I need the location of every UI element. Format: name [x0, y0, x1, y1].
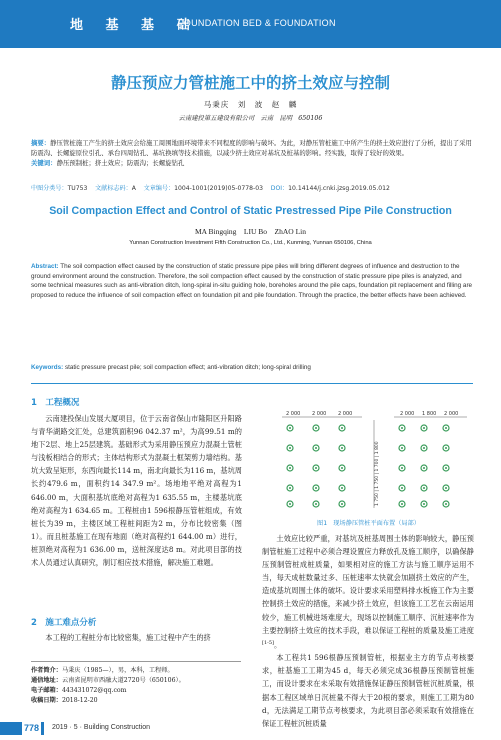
pile-marker-center	[289, 447, 291, 449]
dim-label-l3: 2 000	[338, 411, 353, 417]
pile-marker-center	[445, 427, 447, 429]
pile-marker-center	[401, 487, 403, 489]
pile-marker-center	[315, 447, 317, 449]
author-footnote	[31, 661, 241, 706]
meta-doc-code-value: A	[131, 185, 136, 192]
meta-article-no-label: 文章编号：	[143, 185, 175, 192]
abstract-en-text: The soil compaction effect caused by the construction of static pressure pipe piles will bring different degrees of influence and destruction to the ground environment around the construction. Therefore, the soil compaction effect caused by the construction of static pressure pipe piles is analyzed, and some technical measures such as anti-vibration ditch, long-spiral in-situ guiding hole, boreholes around the pile caps, foundation pit replacement and filling are proposed to reduce the influence of soil compaction effect on foundation pit and pile foundation. Through the practice, the better effects have been achieved.	[31, 263, 473, 299]
affiliation-zh: 云南建投第五建设有限公司 云南 昆明 650106	[178, 115, 323, 122]
section-1-body	[31, 412, 242, 569]
pile-marker-center	[445, 487, 447, 489]
banner-section-en: FOUNDATION BED & FOUNDATION	[178, 18, 336, 28]
meta-clc-label: 中图分类号：	[31, 185, 68, 192]
meta-clc-value: TU753	[67, 185, 88, 192]
pile-marker-center	[289, 427, 291, 429]
right-column-body	[262, 532, 474, 730]
pile-marker-center	[341, 467, 343, 469]
pile-marker-center	[289, 467, 291, 469]
section-1-paragraph: 云南建投保山发展大厦项目，位于云南省保山市隆阳区升阳路与青华湖路交汇处，总建筑面积96 042.37 m²，为高99.51 m的地下2层、地上25层建筑。基础形式为采用静压预应力混凝土管桩与浅板相结合的形式；主体结构形式为混凝土框架剪力墙结构。基坑大致呈矩形，东西向最长114 m，南北向最长为116 m，基坑周长约479.6 m，面积约14 347.9 m²。场地地平绝对高程为1 646.00 m，大面积基坑底绝对高程为1 635.55 m，主楼基坑底绝对高程为1 634.65 m。工程桩由1 596根静压管桩组成，有效桩长为39 m，主楼区域工程桩间距为2 m，分布比较密集（图1）。而且桩基施工在现有地面（绝对高程约1 644.00 m）进行，桩顶绝对高程为1 636.00 m，送桩深度达8 m。对此项目部的技术人员通过认真研究，制订相应技术措施，解决施工难题。	[31, 414, 242, 568]
pile-marker-center	[315, 427, 317, 429]
pile-marker-center	[315, 503, 317, 505]
right-paragraph-2: 本工程共1 596根静压预制管桩，根据业主方的节点考核要求，桩基施工工期为45 d，每天必须完成36根静压预制管桩施工，而设计要求在未采取有效措施保证静压预制管桩沉桩质量，根据本工程区域单日沉桩量不得大于20根的要求，则施工工期为80 d，无法满足工期节点考核要求，为此项目部必须采取有效措施在保证工程桩沉桩质量	[262, 653, 474, 728]
abstract-zh-text: 静压管桩施工产生的挤土效应会给施工周围地面环境带来不同程度的影响与破坏。为此，对静压管桩施工中所产生的挤土效应进行了分析，提出了采用防震沟、长螺旋原位引孔、承台四周钻孔、基坑换填等技术措施，以减少挤土效应对基坑及桩基的影响。经实践，取得了较好的效果。	[31, 139, 472, 158]
pile-marker-center	[315, 467, 317, 469]
keywords-en-label: Keywords:	[31, 364, 64, 371]
footnote-address	[31, 676, 241, 686]
keywords-en	[31, 364, 473, 371]
pile-marker-center	[423, 427, 425, 429]
pile-marker-center	[341, 503, 343, 505]
pile-marker-center	[423, 487, 425, 489]
keywords-en-text: static pressure precast pile; soil compaction effect; anti-vibration ditch; long-spiral drilling	[64, 364, 311, 371]
footnote-date-text: 2018-12-20	[61, 697, 98, 704]
header-banner	[0, 0, 501, 48]
pile-marker-center	[401, 427, 403, 429]
pile-marker-center	[401, 447, 403, 449]
meta-doi-value: 10.14144/j.cnki.jzsg.2019.05.012	[288, 185, 390, 192]
footnote-date	[31, 696, 241, 706]
page-footer	[0, 717, 501, 740]
right-paragraph-1-text: 土效应比较严重，对基坑及桩基周围土体的影响较大，静压预制管桩施工过程中必须合理设置应力释放孔及施工顺序，以确保静压预制管桩成桩质量，如果相对应的施工方法与施工顺序运用不当，每天成桩数量过多、压桩速率太快就会加剧挤土效应的产生，造成基坑周围土体的破坏。设计要求采用塑料排水板施工作为主要控制挤土效应的措施，来减少挤土效应，但该施工工艺在云南运用较少，施工机械进场难度大，现场以控制施工顺序、沉桩速率作为主要控制挤土效应的技术手段，难以保证工程桩的质量及施工进度	[262, 534, 474, 635]
keywords-zh-label: 关键词：	[31, 159, 57, 168]
footnote-address-label: 通信地址：	[31, 677, 62, 684]
footnote-email-text: 443431072@qq.com	[61, 687, 127, 694]
footnote-author-label: 作者简介：	[31, 667, 62, 674]
section-1-heading: 1 工程概况	[31, 398, 80, 408]
dim-label-r2: 1 800	[422, 411, 437, 417]
citation-ref: [1-5]	[262, 639, 274, 646]
dim-label-l1: 2 000	[286, 411, 301, 417]
dim-label-l2: 2 000	[312, 411, 327, 417]
pile-marker-center	[401, 503, 403, 505]
section-2-body	[31, 631, 242, 644]
footnote-address-text: 云南省昆明市西融大道2720号（650106）。	[61, 677, 185, 684]
figure-1-caption: 图1 现场静压管桩平面布置（局部）	[317, 520, 420, 527]
dimension-labels-left	[286, 411, 352, 417]
meta-article-no-value: 1004-1001(2019)05-0778-03	[174, 185, 263, 192]
page-number: 778	[24, 723, 40, 733]
footnote-author-text: 马秉庆（1985—），男，本科，工程师。	[61, 667, 174, 674]
pile-grid	[287, 425, 449, 507]
pile-marker-center	[445, 503, 447, 505]
pile-marker-center	[289, 487, 291, 489]
footnote-date-label: 收稿日期：	[31, 697, 62, 704]
abstract-zh-label: 摘要：	[31, 139, 51, 147]
pile-marker-center	[423, 467, 425, 469]
pile-marker-center	[401, 467, 403, 469]
footnote-email-label: 电子邮箱：	[31, 687, 62, 694]
pile-marker-center	[423, 447, 425, 449]
abstract-zh	[31, 138, 473, 169]
pile-marker-center	[341, 427, 343, 429]
pile-marker-center	[289, 503, 291, 505]
meta-doi-label: DOI：	[270, 185, 289, 192]
authors-en: MA Bingqing LIU Bo ZhAO Lin	[194, 227, 307, 236]
abstract-en	[31, 262, 473, 300]
keywords-zh-text: 静压预制桩；挤土效应；防震沟；长螺旋钻孔	[56, 159, 185, 168]
pile-layout-figure	[262, 406, 475, 516]
dim-label-vertical: 1 750 | 1 750 | 1 700 | 1 800	[375, 441, 380, 506]
paper-title-en: Soil Compaction Effect and Control of Static Prestressed Pipe Pile Construction	[49, 205, 452, 217]
section-2-heading: 2 施工难点分析	[31, 618, 97, 628]
affiliation-en: Yunnan Construction Investment Fifth Construction Co., Ltd., Kunming, Yunnan 650106, China	[129, 240, 372, 246]
dim-label-r1: 2 000	[400, 411, 415, 417]
paper-title-zh: 静压预应力管桩施工中的挤土效应与控制	[110, 74, 390, 92]
footnote-email	[31, 686, 241, 696]
journal-issue: 2019 · 5 · Building Construction	[52, 724, 151, 731]
right-paragraph-1-end: 。	[273, 640, 282, 650]
classification-meta	[31, 183, 481, 192]
pile-marker-center	[445, 447, 447, 449]
pile-marker-center	[341, 447, 343, 449]
abstract-divider	[31, 383, 473, 384]
dim-label-r3: 2 000	[444, 411, 459, 417]
footnote-author	[31, 666, 241, 676]
right-paragraph-1	[262, 532, 474, 651]
dimension-labels-right	[400, 411, 458, 417]
pile-marker-center	[423, 503, 425, 505]
banner-section-zh: 地 基 基 础	[70, 18, 199, 33]
abstract-en-label: Abstract:	[31, 263, 59, 270]
meta-doc-code-label: 文献标志码：	[95, 185, 132, 192]
pile-marker-center	[315, 487, 317, 489]
pile-marker-center	[445, 467, 447, 469]
authors-zh: 马秉庆 刘 波 赵 麟	[203, 100, 298, 109]
section-2-paragraph: 本工程的工程桩分布比较密集，施工过程中产生的挤	[45, 633, 211, 642]
pile-marker-center	[341, 487, 343, 489]
